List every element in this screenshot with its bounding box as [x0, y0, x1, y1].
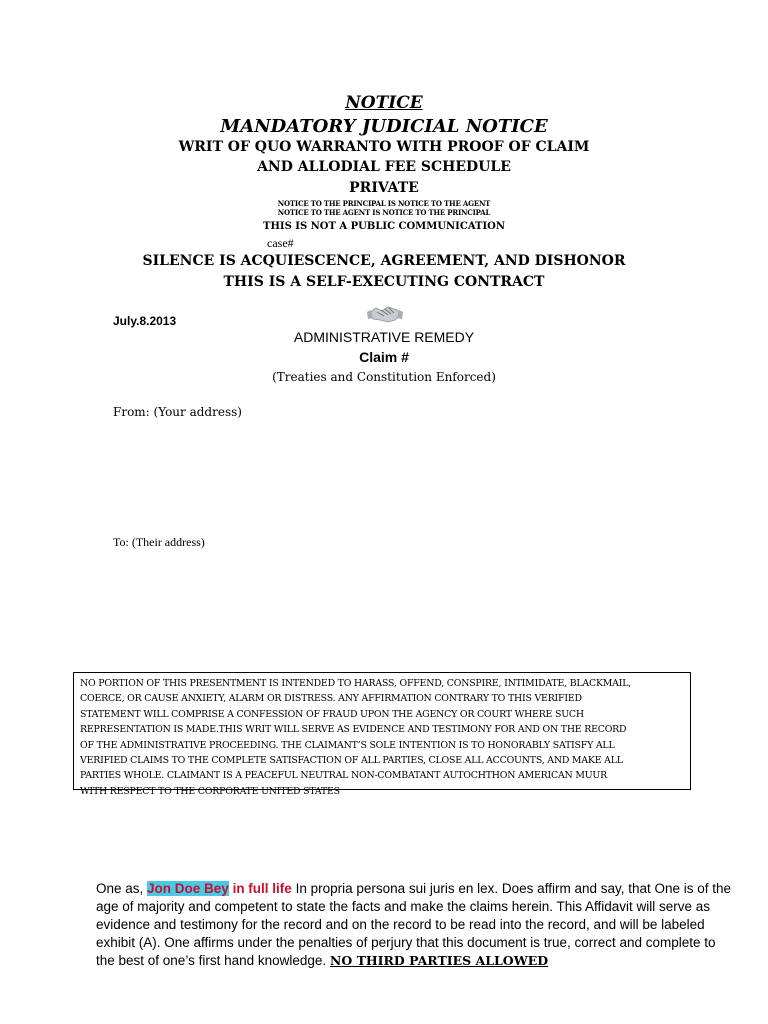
case-number-label: case# [267, 236, 294, 250]
to-address-field: To: (Their address) [113, 535, 205, 549]
disclaimer-line: PARTIES WHOLE. CLAIMANT IS A PEACEFUL NEUTRAL NON-COMBATANT AUTOCHTHON AMERICAN MUUR [80, 770, 607, 782]
principal-agent-notice-line-1: NOTICE TO THE PRINCIPAL IS NOTICE TO THE AGENT [277, 199, 491, 208]
disclaimer-line: OF THE ADMINISTRATIVE PROCEEDING. THE CLAIMANT’S SOLE INTENTION IS TO HONORABLY SATISFY ALL [80, 739, 615, 751]
writ-heading-line-1: WRIT OF QUO WARRANTO WITH PROOF OF CLAIM [178, 139, 590, 155]
disclaimer-line: COERCE, OR CAUSE ANXIETY, ALARM OR DISTRESS. ANY AFFIRMATION CONTRARY TO THIS VERIFIED [80, 693, 582, 705]
handshake-icon [367, 302, 403, 324]
silence-heading: SILENCE IS ACQUIESCENCE, AGREEMENT, AND DISHONOR [142, 253, 626, 269]
affidavit-body: In propria persona sui juris en lex. Does affirm and say, that One is of the age of majority and competent to state the facts and make the claims herein. This Affidavit will serve as evidence and testimony for the record and on the record to be read into the record, and will be labeled exhibit (A). One affirms under the penalties of perjury that this document is true, correct and complete to the best of one’s first hand knowledge. [96, 881, 732, 968]
mandatory-judicial-notice-heading: MANDATORY JUDICIAL NOTICE [220, 116, 548, 137]
notice-title: NOTICE [345, 93, 423, 113]
disclaimer-line: NO PORTION OF THIS PRESENTMENT IS INTENDED TO HARASS, OFFEND, CONSPIRE, INTIMIDATE, BLACKMAIL, [80, 678, 632, 689]
claimant-name-highlight: Jon Doe Bey [147, 881, 229, 896]
administrative-remedy-title: ADMINISTRATIVE REMEDY [293, 329, 475, 345]
self-executing-contract-heading: THIS IS A SELF-EXECUTING CONTRACT [223, 274, 545, 290]
document-date: July.8.2013 [113, 314, 177, 328]
disclaimer-line: REPRESENTATION IS MADE.THIS WRIT WILL SERVE AS EVIDENCE AND TESTIMONY FOR AND ON THE RECORD [80, 724, 627, 736]
private-heading: PRIVATE [349, 180, 419, 196]
from-address-field: From: (Your address) [113, 405, 242, 419]
writ-heading-line-2: AND ALLODIAL FEE SCHEDULE [257, 159, 511, 175]
disclaimer-line: VERIFIED CLAIMS TO THE COMPLETE SATISFACTION OF ALL PARTIES, CLOSE ALL ACCOUNTS, AND MAKE ALL [80, 755, 623, 767]
disclaimer-box [73, 672, 691, 797]
principal-agent-notice-line-2: NOTICE TO THE AGENT IS NOTICE TO THE PRINCIPAL [277, 208, 491, 217]
treaties-subtitle: (Treaties and Constitution Enforced) [272, 370, 496, 384]
full-life-phrase: in full life [228, 881, 292, 896]
disclaimer-line: STATEMENT WILL COMPRISE A CONFESSION OF FRAUD UPON THE AGENCY OR COURT WHERE SUCH [80, 708, 584, 720]
not-public-communication: THIS IS NOT A PUBLIC COMMUNICATION [263, 221, 505, 232]
affidavit-paragraph [96, 880, 736, 970]
disclaimer-line: WITH RESPECT TO THE CORPORATE UNITED STATES [80, 785, 340, 797]
no-third-parties-notice: NO THIRD PARTIES ALLOWED [329, 953, 549, 968]
affidavit-lead: One as, [96, 881, 148, 896]
claim-number-label: Claim # [359, 349, 409, 365]
